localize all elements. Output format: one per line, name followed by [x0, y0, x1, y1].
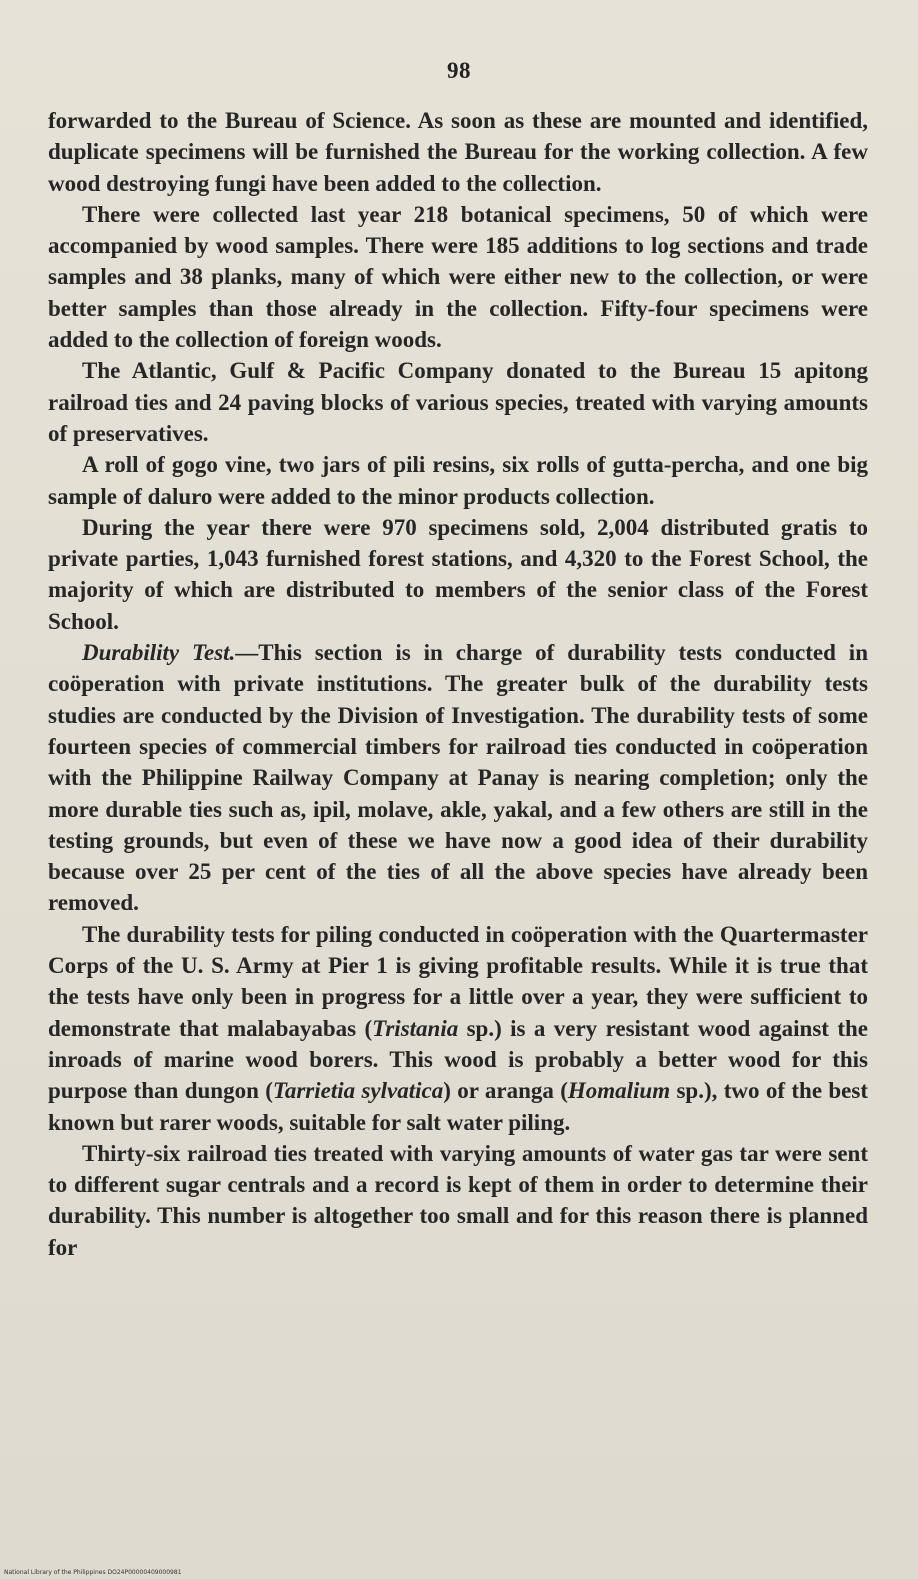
- paragraph-7: [48, 919, 868, 1138]
- paragraph-3-text: The Atlantic, Gulf & Pacific Company donated to the Bureau 15 apitong railroad ties and 24 paving blocks of various species, treated with varying amounts of preservatives.: [48, 358, 868, 446]
- section-heading-durability-test: Durability Test.: [82, 640, 236, 666]
- footer-credit: National Library of the Philippines DO24P00000409000981: [4, 1569, 182, 1576]
- paragraph-6: [48, 637, 868, 919]
- paragraph-1: [48, 105, 868, 199]
- page-number: 98: [447, 58, 471, 83]
- species-name-homalium: Homalium: [567, 1078, 671, 1104]
- paragraph-2-text: There were collected last year 218 botanical specimens, 50 of which were accompanied by wood samples. There were 185 additions to log sections and trade samples and 38 planks, many of which were either new to the collection, or were better samples than those already in the collection. Fifty-four specimens were added to the collection of foreign woods.: [48, 201, 868, 353]
- paragraph-8: [48, 1138, 868, 1263]
- paragraph-2: [48, 199, 868, 355]
- body-text: [48, 105, 868, 1263]
- paragraph-4-text: A roll of gogo vine, two jars of pili resins, six rolls of gutta-percha, and one big sample of daluro were added to the minor products collection.: [48, 452, 868, 509]
- paragraph-7-text-a: The durability tests for piling conducted in coöperation with the Quartermaster Corps of the U. S. Army at Pier 1 is giving profitable results. While it is true that the tests have only been in progress for a little over a year, they were sufficient to demonstrate that malabayabas (: [48, 921, 868, 1041]
- paragraph-5-text: During the year there were 970 specimens sold, 2,004 distributed gratis to private parties, 1,043 furnished forest stations, and 4,320 to the Forest School, the majority of which are distributed to members of the senior class of the Forest School.: [48, 514, 868, 634]
- paragraph-3: [48, 355, 868, 449]
- paragraph-7-text-b: sp.) is a very resistant wood against the inroads of marine wood borers. This wood is probably a better wood for this purpose than dungon (: [48, 1015, 868, 1104]
- species-name-tarrietia-sylvatica: Tarrietia sylvatica: [272, 1078, 444, 1104]
- paragraph-4: [48, 449, 868, 512]
- paragraph-7-text-c: ) or aranga (: [443, 1078, 568, 1104]
- paragraph-7-text-d: sp.), two of the best known but rarer woods, suitable for salt water piling.: [48, 1078, 868, 1135]
- paragraph-1-text: forwarded to the Bureau of Science. As soon as these are mounted and identified, duplicate specimens will be furnished the Bureau for the working collection. A few wood destroying fungi have been added to the collection.: [48, 108, 868, 196]
- paragraph-5: [48, 512, 868, 637]
- species-name-tristania: Tristania: [372, 1015, 459, 1041]
- paragraph-6-text: —This section is in charge of durability tests conducted in coöperation with private institutions. The greater bulk of the durability tests studies are conducted by the Division of Investigation. The durability tests of some fourteen species of commercial timbers for railroad ties conducted in coöperation with the Philippine Railway Company at Panay is nearing completion; only the more durable ties such as, ipil, molave, akle, yakal, and a few others are still in the testing grounds, but even of these we have now a good idea of their durability because over 25 per cent of the ties of all the above species have already been removed.: [48, 640, 868, 916]
- paragraph-8-text: Thirty-six railroad ties treated with varying amounts of water gas tar were sent to different sugar centrals and a record is kept of them in order to determine their durability. This number is altogether too small and for this reason there is planned for: [48, 1140, 868, 1260]
